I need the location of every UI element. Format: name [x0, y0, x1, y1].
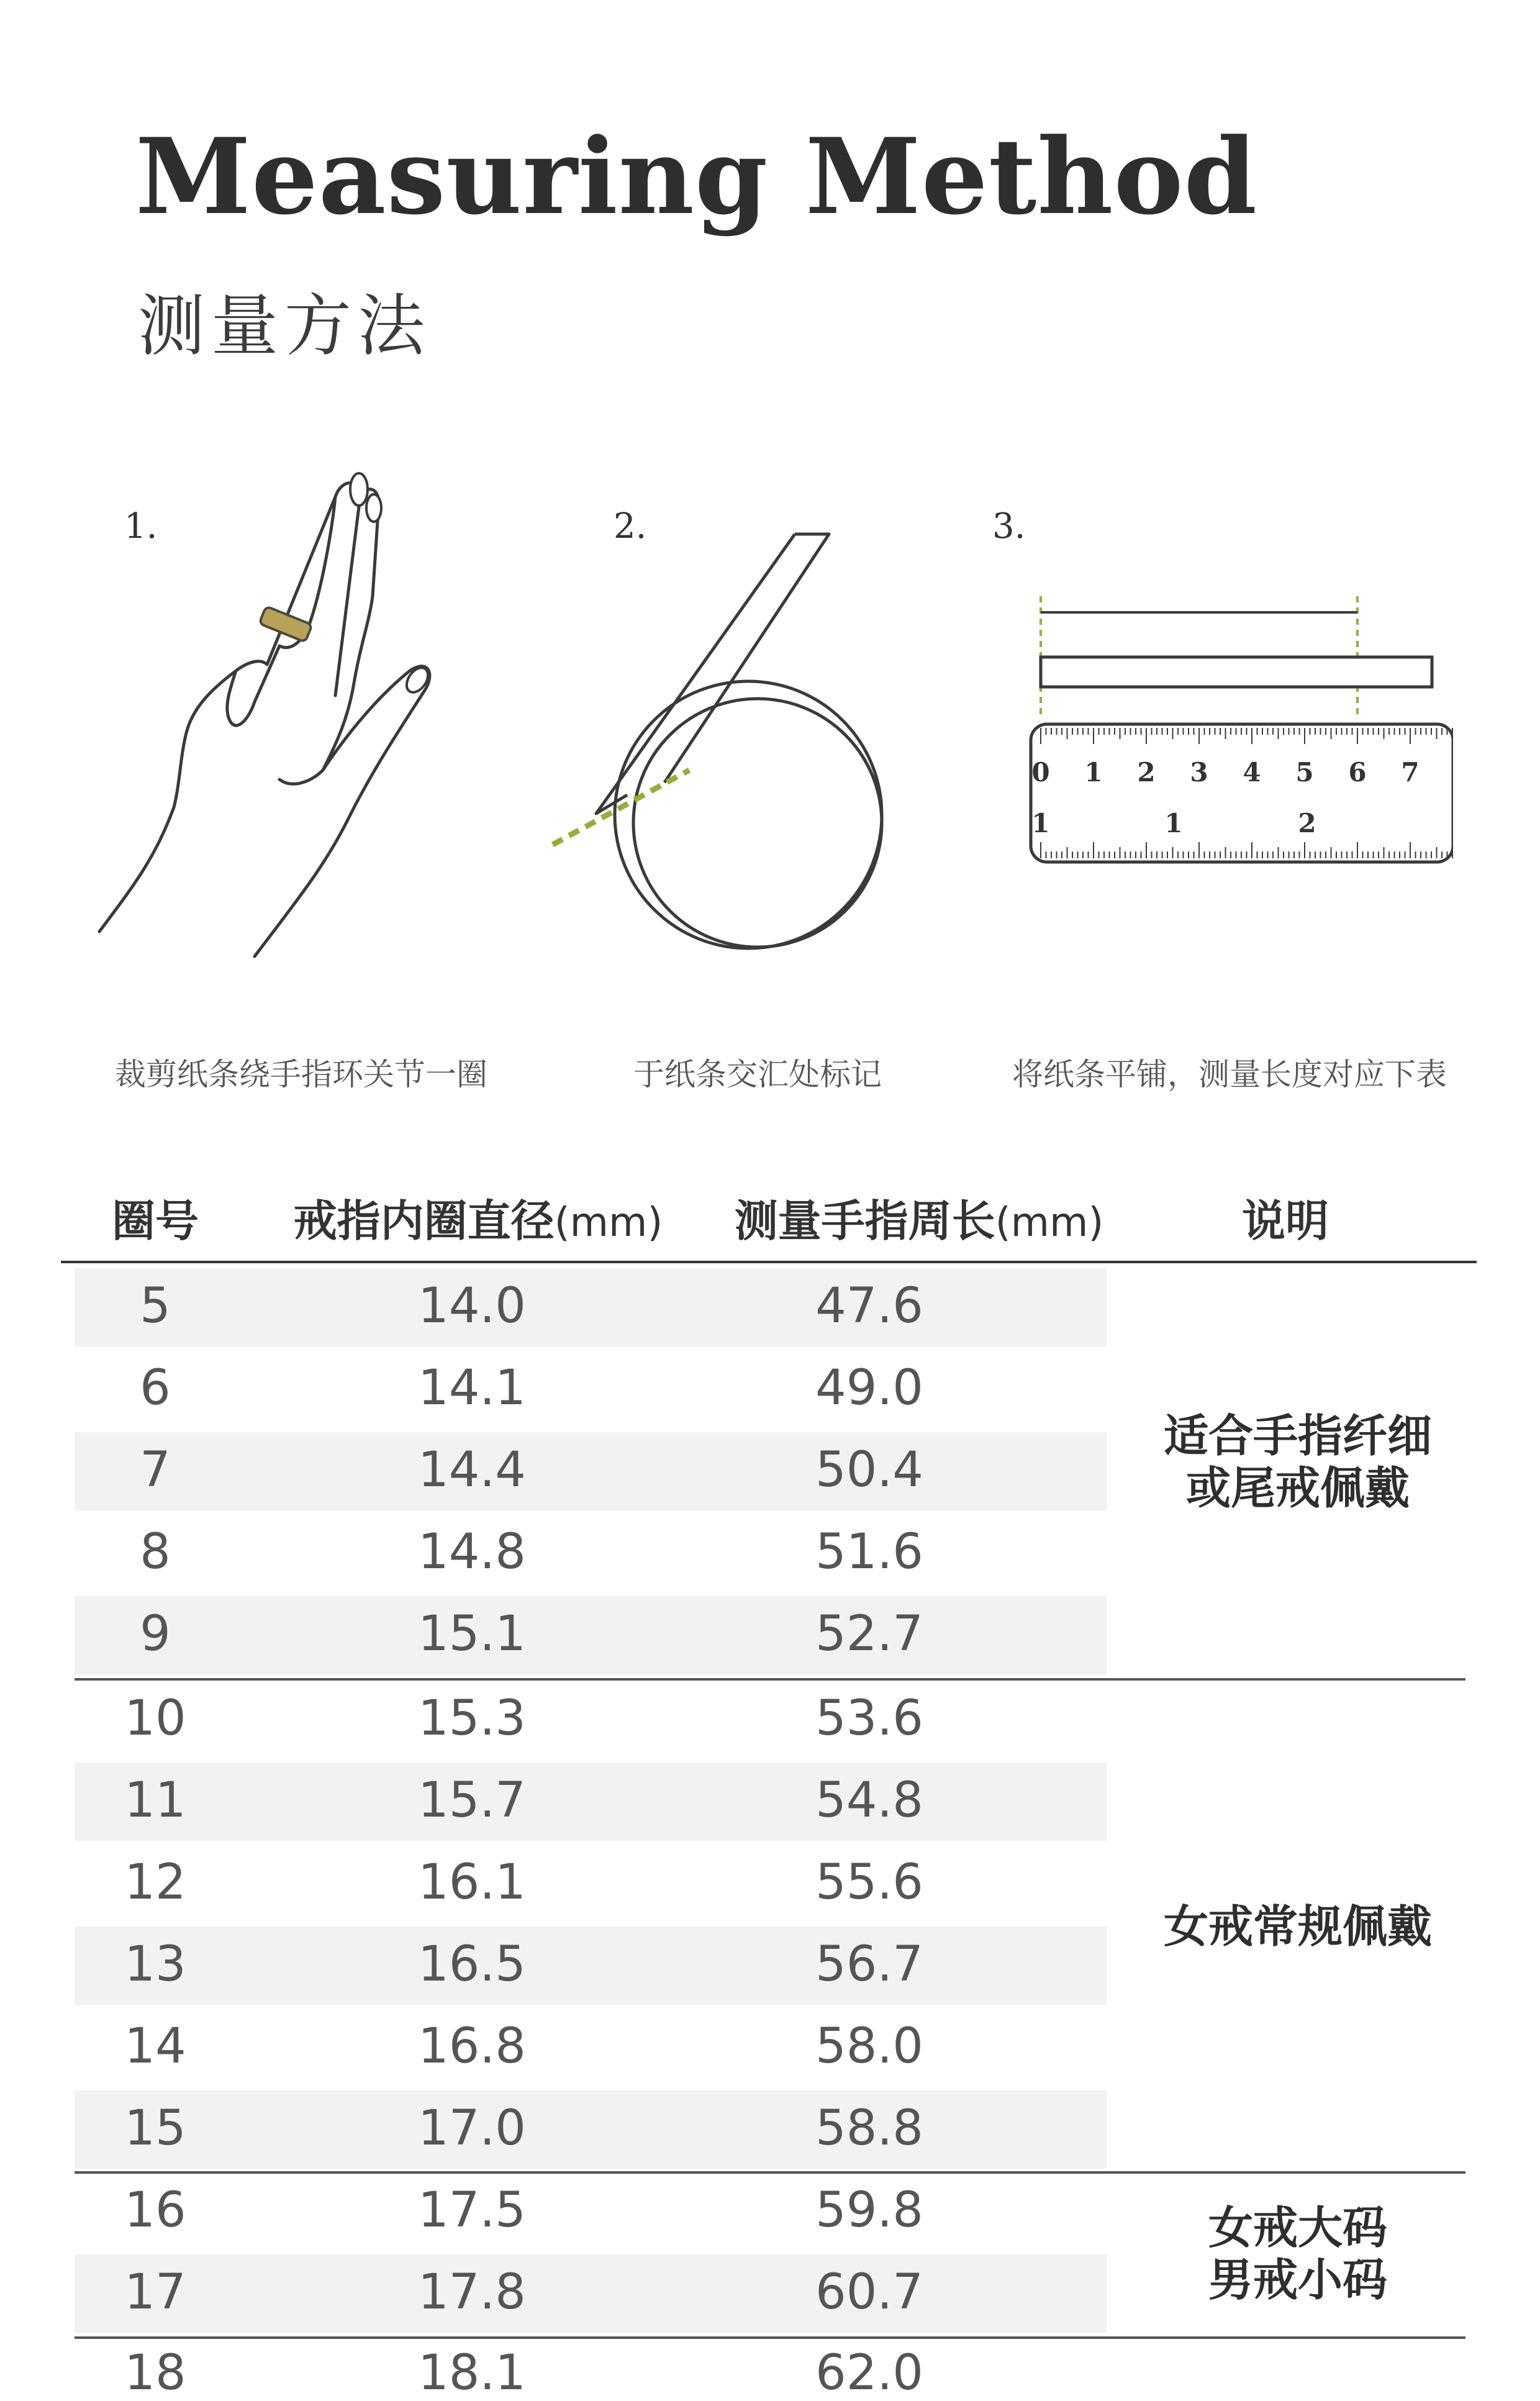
cell-diameter: 15.3 [418, 1691, 526, 1746]
cell-diameter: 18.1 [418, 2345, 526, 2401]
header-divider [61, 1261, 1477, 1263]
cell-size: 5 [140, 1278, 171, 1334]
ruler-top-label: 1 [1084, 757, 1103, 787]
cell-diameter: 14.4 [418, 1442, 526, 1498]
group-note-large: 女戒大码 男戒小码 [1208, 2202, 1387, 2306]
ruler-measure-illustration [1018, 584, 1453, 869]
cell-size: 6 [140, 1360, 171, 1416]
cell-circumference: 54.8 [815, 1772, 923, 1828]
ruler-top-label: 3 [1190, 757, 1208, 787]
group-note-slim: 适合手指纤细 或尾戒佩戴 [1163, 1410, 1432, 1514]
cell-size: 17 [124, 2264, 186, 2320]
cell-diameter: 15.1 [418, 1606, 526, 1662]
header-note: 说明 [1242, 1196, 1329, 1246]
cell-size: 16 [124, 2182, 186, 2238]
cell-circumference: 52.7 [815, 1606, 923, 1662]
hand-ring-illustration [87, 460, 460, 969]
ruler-top-label: 0 [1031, 757, 1050, 787]
cell-circumference: 51.6 [815, 1524, 923, 1580]
cell-diameter: 16.5 [418, 1936, 526, 1992]
cell-size: 12 [124, 1854, 186, 1910]
step-caption-1: 裁剪纸条绕手指环关节一圈 [115, 1056, 487, 1092]
cell-diameter: 14.1 [418, 1360, 526, 1416]
step-caption-2: 于纸条交汇处标记 [633, 1056, 882, 1092]
cell-size: 13 [124, 1936, 186, 1992]
ruler-bottom-label: 1 [1164, 808, 1183, 838]
cell-size: 10 [124, 1691, 186, 1746]
ruler-top-label: 7 [1401, 757, 1420, 787]
ruler-top-label: 5 [1295, 757, 1314, 787]
cell-circumference: 62.0 [815, 2345, 923, 2401]
ruler-bottom-label: 1 [1031, 808, 1050, 838]
cell-diameter: 16.8 [418, 2018, 526, 2074]
cell-circumference: 49.0 [815, 1360, 923, 1416]
cell-size: 9 [140, 1606, 171, 1662]
group-divider [75, 2171, 1465, 2174]
group-divider [75, 2336, 1465, 2339]
cell-diameter: 17.0 [418, 2100, 526, 2156]
step-caption-3: 将纸条平铺，测量长度对应下表 [1012, 1056, 1447, 1092]
cell-circumference: 59.8 [815, 2182, 923, 2238]
ruler-top-label: 4 [1243, 757, 1261, 787]
ruler-top-label: 6 [1348, 757, 1367, 787]
cell-size: 8 [140, 1524, 171, 1580]
cell-circumference: 47.6 [815, 1278, 923, 1334]
cell-circumference: 55.6 [815, 1854, 923, 1910]
cell-size: 15 [124, 2100, 186, 2156]
header-circumference: 测量手指周长(mm) [734, 1196, 1104, 1246]
step-number-1: 1. [124, 506, 158, 547]
cell-circumference: 53.6 [815, 1691, 923, 1746]
paper-strip-loop-illustration [534, 522, 919, 969]
cell-circumference: 60.7 [815, 2264, 923, 2320]
group-divider [75, 1678, 1465, 1681]
step-number-3: 3. [992, 506, 1026, 547]
cell-circumference: 56.7 [815, 1936, 923, 1992]
page-title: Measuring Method [135, 115, 1257, 238]
cell-diameter: 15.7 [418, 1772, 526, 1828]
cell-diameter: 14.8 [418, 1524, 526, 1580]
cell-diameter: 17.8 [418, 2264, 526, 2320]
ruler-bottom-label: 2 [1298, 808, 1316, 838]
group-note-regular: 女戒常规佩戴 [1163, 1900, 1432, 1953]
cell-size: 18 [124, 2345, 186, 2401]
cell-diameter: 17.5 [418, 2182, 526, 2238]
header-size: 圈号 [112, 1196, 199, 1246]
cell-size: 7 [140, 1442, 171, 1498]
header-diameter: 戒指内圈直径(mm) [293, 1196, 663, 1246]
cell-circumference: 50.4 [815, 1442, 923, 1498]
cell-diameter: 14.0 [418, 1278, 526, 1334]
cell-circumference: 58.0 [815, 2018, 923, 2074]
page-subtitle: 测量方法 [138, 288, 432, 365]
cell-size: 14 [124, 2018, 186, 2074]
ruler-top-label: 2 [1137, 757, 1156, 787]
cell-size: 11 [124, 1772, 186, 1828]
cell-diameter: 16.1 [418, 1854, 526, 1910]
step-number-2: 2. [614, 506, 647, 547]
cell-circumference: 58.8 [815, 2100, 923, 2156]
